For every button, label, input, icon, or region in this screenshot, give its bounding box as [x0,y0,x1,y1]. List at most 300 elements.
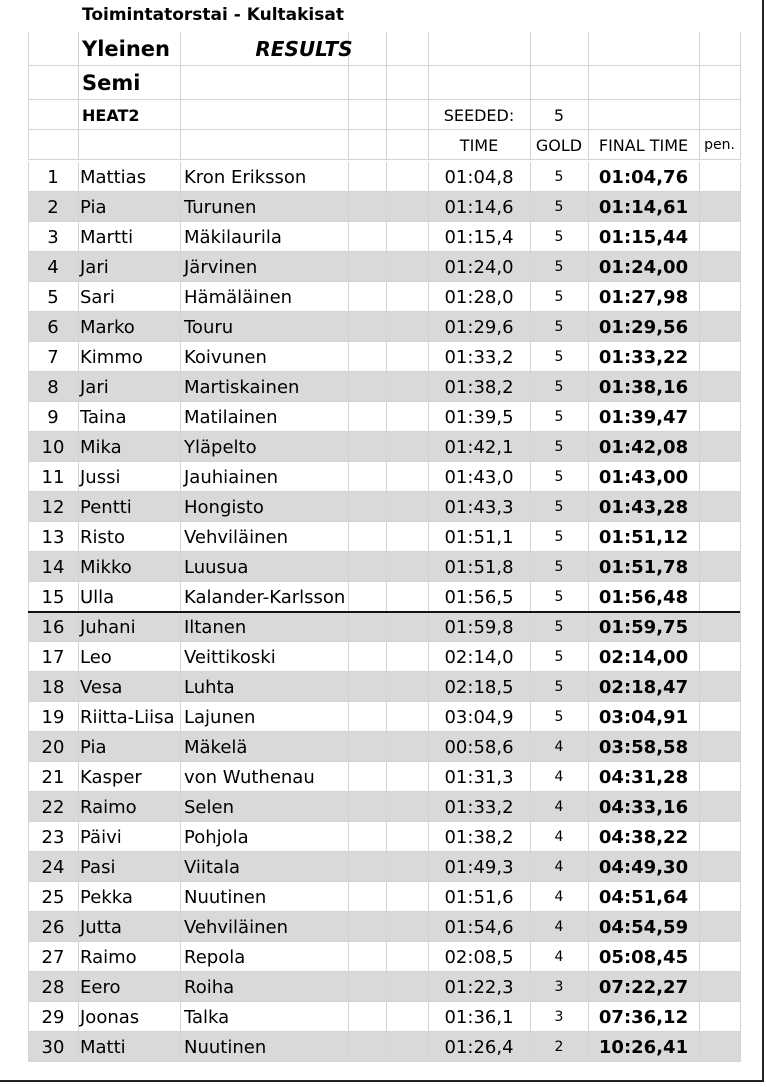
final-time-cell: 01:04,76 [598,166,689,188]
gridline [699,1032,700,1062]
gridline [699,852,700,882]
round-label: Semi [82,71,141,95]
table-row [28,792,740,822]
gridline [699,762,700,792]
time-cell: 01:04,8 [444,166,514,188]
time-cell: 02:08,5 [444,946,514,968]
gold-cell: 4 [554,949,564,965]
gold-cell: 5 [554,709,564,725]
first-name-cell: Joonas [80,1006,140,1028]
time-cell: 01:28,0 [444,286,514,308]
gridline [428,32,429,66]
table-row [28,282,740,312]
table-row [28,162,740,192]
last-name-cell: Luhta [184,676,235,698]
gridline [530,32,531,66]
time-cell: 01:43,0 [444,466,514,488]
gridline [740,32,741,66]
gridline [740,612,741,642]
position-cell: 5 [47,286,59,308]
final-time-cell: 01:43,00 [598,466,689,488]
final-time-cell: 01:38,16 [598,376,689,398]
position-cell: 2 [47,196,59,218]
last-name-cell: Selen [184,796,234,818]
gridline [740,402,741,432]
position-cell: 29 [41,1006,65,1028]
header-row-heat [28,100,740,130]
gridline [740,522,741,552]
last-name-cell: Kalander-Karlsson [184,586,346,608]
gridline [386,66,387,100]
table-row [28,942,740,972]
gridline [740,762,741,792]
time-cell: 01:29,6 [444,316,514,338]
gridline [740,642,741,672]
time-cell: 02:14,0 [444,646,514,668]
heat-label: HEAT2 [82,105,140,125]
last-name-cell: Nuutinen [184,886,267,908]
final-time-cell: 07:22,27 [598,976,689,998]
time-cell: 02:18,5 [444,676,514,698]
table-row [28,432,740,462]
last-name-cell: von Wuthenau [184,766,315,788]
gridline [699,582,700,612]
gold-cell: 5 [554,379,564,395]
position-cell: 3 [47,226,59,248]
time-cell: 01:33,2 [444,346,514,368]
table-row [28,732,740,762]
position-cell: 13 [41,526,65,548]
position-cell: 19 [41,706,65,728]
first-name-cell: Päivi [80,826,122,848]
position-cell: 18 [41,676,65,698]
final-time-cell: 07:36,12 [598,1006,689,1028]
final-time-cell: 01:59,75 [598,616,689,638]
gold-cell: 5 [554,679,564,695]
table-row [28,552,740,582]
gridline [699,942,700,972]
final-time-cell: 05:08,45 [598,946,689,968]
gridline [699,612,700,642]
table-row [28,852,740,882]
first-name-cell: Taina [80,406,127,428]
seeded-value: 5 [553,105,565,125]
gold-cell: 3 [554,979,564,995]
gridline [386,100,387,130]
table-row [28,762,740,792]
first-name-cell: Pasi [80,856,116,878]
gridline [740,282,741,312]
gold-cell: 5 [554,349,564,365]
table-row [28,492,740,522]
time-cell: 01:42,1 [444,436,514,458]
final-time-cell: 01:51,12 [598,526,689,548]
gridline [740,492,741,522]
last-name-cell: Iltanen [184,616,247,638]
gridline [740,372,741,402]
first-name-cell: Pekka [80,886,133,908]
first-name-cell: Mika [80,436,122,458]
gridline [699,492,700,522]
position-cell: 4 [47,256,59,278]
first-name-cell: Eero [80,976,121,998]
header-row-round [28,66,740,100]
gridline [348,130,349,160]
time-cell: 01:36,1 [444,1006,514,1028]
gridline [348,66,349,100]
gridline [699,882,700,912]
gridline [740,852,741,882]
gridline [588,100,589,130]
gridline [740,252,741,282]
final-time-cell: 04:38,22 [598,826,689,848]
seeded-label: SEEDED: [443,105,515,125]
table-row [28,522,740,552]
last-name-cell: Talka [184,1006,230,1028]
position-cell: 15 [41,586,65,608]
position-cell: 1 [47,166,59,188]
gridline [699,822,700,852]
first-name-cell: Pia [80,736,107,758]
gold-cell: 5 [554,289,564,305]
table-row [28,582,740,612]
first-name-cell: Sari [80,286,115,308]
table-row [28,342,740,372]
gridline [740,792,741,822]
table-row [28,912,740,942]
final-time-cell: 03:04,91 [598,706,689,728]
gridline [699,162,700,192]
gridline [740,582,741,612]
gridline [28,32,29,66]
gold-cell: 4 [554,919,564,935]
first-name-cell: Mattias [80,166,147,188]
gridline [740,1002,741,1032]
gridline [699,66,700,100]
position-cell: 20 [41,736,65,758]
position-cell: 28 [41,976,65,998]
first-name-cell: Pentti [80,496,132,518]
position-cell: 12 [41,496,65,518]
position-cell: 30 [41,1036,65,1058]
gridline [699,32,700,66]
position-cell: 8 [47,376,59,398]
gold-cell: 5 [554,499,564,515]
last-name-cell: Vehviläinen [184,526,288,548]
position-cell: 14 [41,556,65,578]
gold-cell: 5 [554,469,564,485]
time-cell: 01:49,3 [444,856,514,878]
final-time-cell: 04:51,64 [598,886,689,908]
table-row [28,222,740,252]
final-time-cell: 01:15,44 [598,226,689,248]
gold-cell: 5 [554,319,564,335]
gridline [699,1002,700,1032]
qualification-divider [28,611,740,613]
last-name-cell: Luusua [184,556,249,578]
gridline [699,672,700,702]
final-time-cell: 01:24,00 [598,256,689,278]
gridline [699,732,700,762]
gridline [28,100,29,130]
gridline [740,222,741,252]
gold-cell: 5 [554,589,564,605]
last-name-cell: Vehviläinen [184,916,288,938]
table-row [28,822,740,852]
first-name-cell: Jutta [80,916,122,938]
position-cell: 9 [47,406,59,428]
position-cell: 25 [41,886,65,908]
gridline [740,342,741,372]
gridline [740,972,741,1002]
position-cell: 17 [41,646,65,668]
gridline [699,342,700,372]
gridline [740,942,741,972]
col-header-time: TIME [459,135,499,155]
gridline [740,882,741,912]
time-cell: 01:26,4 [444,1036,514,1058]
gold-cell: 4 [554,889,564,905]
position-cell: 22 [41,796,65,818]
last-name-cell: Roiha [184,976,235,998]
gridline [180,130,181,160]
table-row [28,882,740,912]
gold-cell: 4 [554,859,564,875]
gridline [740,462,741,492]
final-time-cell: 01:42,08 [598,436,689,458]
time-cell: 01:33,2 [444,796,514,818]
time-cell: 01:43,3 [444,496,514,518]
final-time-cell: 04:33,16 [598,796,689,818]
table-row [28,462,740,492]
gridline [699,372,700,402]
last-name-cell: Pohjola [184,826,249,848]
table-row [28,672,740,702]
gridline [740,162,741,192]
results-heading: RESULTS [255,37,353,61]
gridline [740,822,741,852]
first-name-cell: Kasper [80,766,142,788]
gridline [588,32,589,66]
last-name-cell: Veittikoski [184,646,276,668]
gridline [699,432,700,462]
gridline [28,130,29,160]
time-cell: 01:14,6 [444,196,514,218]
time-cell: 01:51,8 [444,556,514,578]
gridline [740,912,741,942]
gridline [699,522,700,552]
last-name-cell: Touru [184,316,234,338]
time-cell: 01:39,5 [444,406,514,428]
first-name-cell: Ulla [80,586,115,608]
gridline [740,702,741,732]
position-cell: 24 [41,856,65,878]
position-cell: 26 [41,916,65,938]
gold-cell: 4 [554,829,564,845]
first-name-cell: Marko [80,316,135,338]
gridline [78,130,79,160]
time-cell: 01:38,2 [444,826,514,848]
last-name-cell: Mäkelä [184,736,248,758]
gridline [699,222,700,252]
first-name-cell: Pia [80,196,107,218]
time-cell: 03:04,9 [444,706,514,728]
final-time-cell: 04:31,28 [598,766,689,788]
final-time-cell: 02:14,00 [598,646,689,668]
first-name-cell: Jussi [80,466,121,488]
gridline [180,100,181,130]
gold-cell: 5 [554,409,564,425]
gridline [28,66,29,100]
last-name-cell: Lajunen [184,706,256,728]
class-label: Yleinen [82,37,170,61]
last-name-cell: Turunen [184,196,257,218]
table-row [28,402,740,432]
gridline [740,66,741,100]
position-cell: 23 [41,826,65,848]
first-name-cell: Raimo [80,796,137,818]
final-time-cell: 03:58,58 [598,736,689,758]
first-name-cell: Jari [80,376,109,398]
table-row [28,1002,740,1032]
position-cell: 7 [47,346,59,368]
gridline [740,432,741,462]
gridline [386,130,387,160]
time-cell: 01:51,1 [444,526,514,548]
first-name-cell: Vesa [80,676,123,698]
first-name-cell: Jari [80,256,109,278]
final-time-cell: 04:49,30 [598,856,689,878]
gridline [699,912,700,942]
table-row [28,312,740,342]
last-name-cell: Matilainen [184,406,278,428]
table-row [28,372,740,402]
gridline [699,642,700,672]
final-time-cell: 01:33,22 [598,346,689,368]
gridline [428,66,429,100]
final-time-cell: 01:56,48 [598,586,689,608]
gridline [699,972,700,1002]
col-header-final-time: FINAL TIME [598,135,689,155]
position-cell: 10 [41,436,65,458]
last-name-cell: Hämäläinen [184,286,293,308]
time-cell: 01:59,8 [444,616,514,638]
col-header-gold: GOLD [535,135,583,155]
position-cell: 27 [41,946,65,968]
gridline [699,192,700,222]
gridline [699,792,700,822]
final-time-cell: 02:18,47 [598,676,689,698]
time-cell: 01:22,3 [444,976,514,998]
gridline [740,100,741,130]
table-row [28,612,740,642]
final-time-cell: 01:14,61 [598,196,689,218]
last-name-cell: Jauhiainen [184,466,279,488]
last-name-cell: Martiskainen [184,376,300,398]
gridline [740,312,741,342]
first-name-cell: Matti [80,1036,126,1058]
gridline [699,702,700,732]
gold-cell: 5 [554,619,564,635]
gridline [699,312,700,342]
gold-cell: 5 [554,259,564,275]
time-cell: 01:51,6 [444,886,514,908]
first-name-cell: Raimo [80,946,137,968]
gridline [740,732,741,762]
time-cell: 01:38,2 [444,376,514,398]
gold-cell: 4 [554,739,564,755]
gold-cell: 4 [554,769,564,785]
gold-cell: 5 [554,229,564,245]
first-name-cell: Risto [80,526,125,548]
table-row [28,1032,740,1062]
position-cell: 6 [47,316,59,338]
gridline [699,100,700,130]
table-row [28,192,740,222]
gold-cell: 5 [554,199,564,215]
header-row-columns [28,130,740,160]
final-time-cell: 01:51,78 [598,556,689,578]
gridline [699,402,700,432]
last-name-cell: Koivunen [184,346,267,368]
gold-cell: 5 [554,529,564,545]
gridline [530,66,531,100]
gold-cell: 4 [554,799,564,815]
gridline [740,552,741,582]
first-name-cell: Riitta-Liisa [80,706,175,728]
gridline [699,462,700,492]
time-cell: 01:15,4 [444,226,514,248]
gold-cell: 5 [554,439,564,455]
last-name-cell: Nuutinen [184,1036,267,1058]
gridline [348,100,349,130]
gridline [180,66,181,100]
last-name-cell: Mäkilaurila [184,226,282,248]
position-cell: 16 [41,616,65,638]
first-name-cell: Martti [80,226,134,248]
col-header-pen: pen. [704,137,735,153]
position-cell: 11 [41,466,65,488]
gridline [740,130,741,160]
gridline [588,66,589,100]
gold-cell: 3 [554,1009,564,1025]
final-time-cell: 04:54,59 [598,916,689,938]
table-row [28,972,740,1002]
first-name-cell: Kimmo [80,346,143,368]
last-name-cell: Järvinen [184,256,258,278]
sheet-title: Toimintatorstai - Kultakisat [82,5,344,25]
first-name-cell: Juhani [80,616,136,638]
last-name-cell: Viitala [184,856,241,878]
last-name-cell: Kron Eriksson [184,166,307,188]
position-cell: 21 [41,766,65,788]
gridline [699,282,700,312]
last-name-cell: Hongisto [184,496,264,518]
gold-cell: 5 [554,559,564,575]
table-row [28,702,740,732]
final-time-cell: 01:29,56 [598,316,689,338]
table-row [28,252,740,282]
first-name-cell: Mikko [80,556,132,578]
gridline [740,1032,741,1062]
time-cell: 01:24,0 [444,256,514,278]
gridline [740,192,741,222]
final-time-cell: 01:43,28 [598,496,689,518]
gridline [699,552,700,582]
header-row-class [28,32,740,66]
gold-cell: 2 [554,1039,564,1055]
time-cell: 01:31,3 [444,766,514,788]
